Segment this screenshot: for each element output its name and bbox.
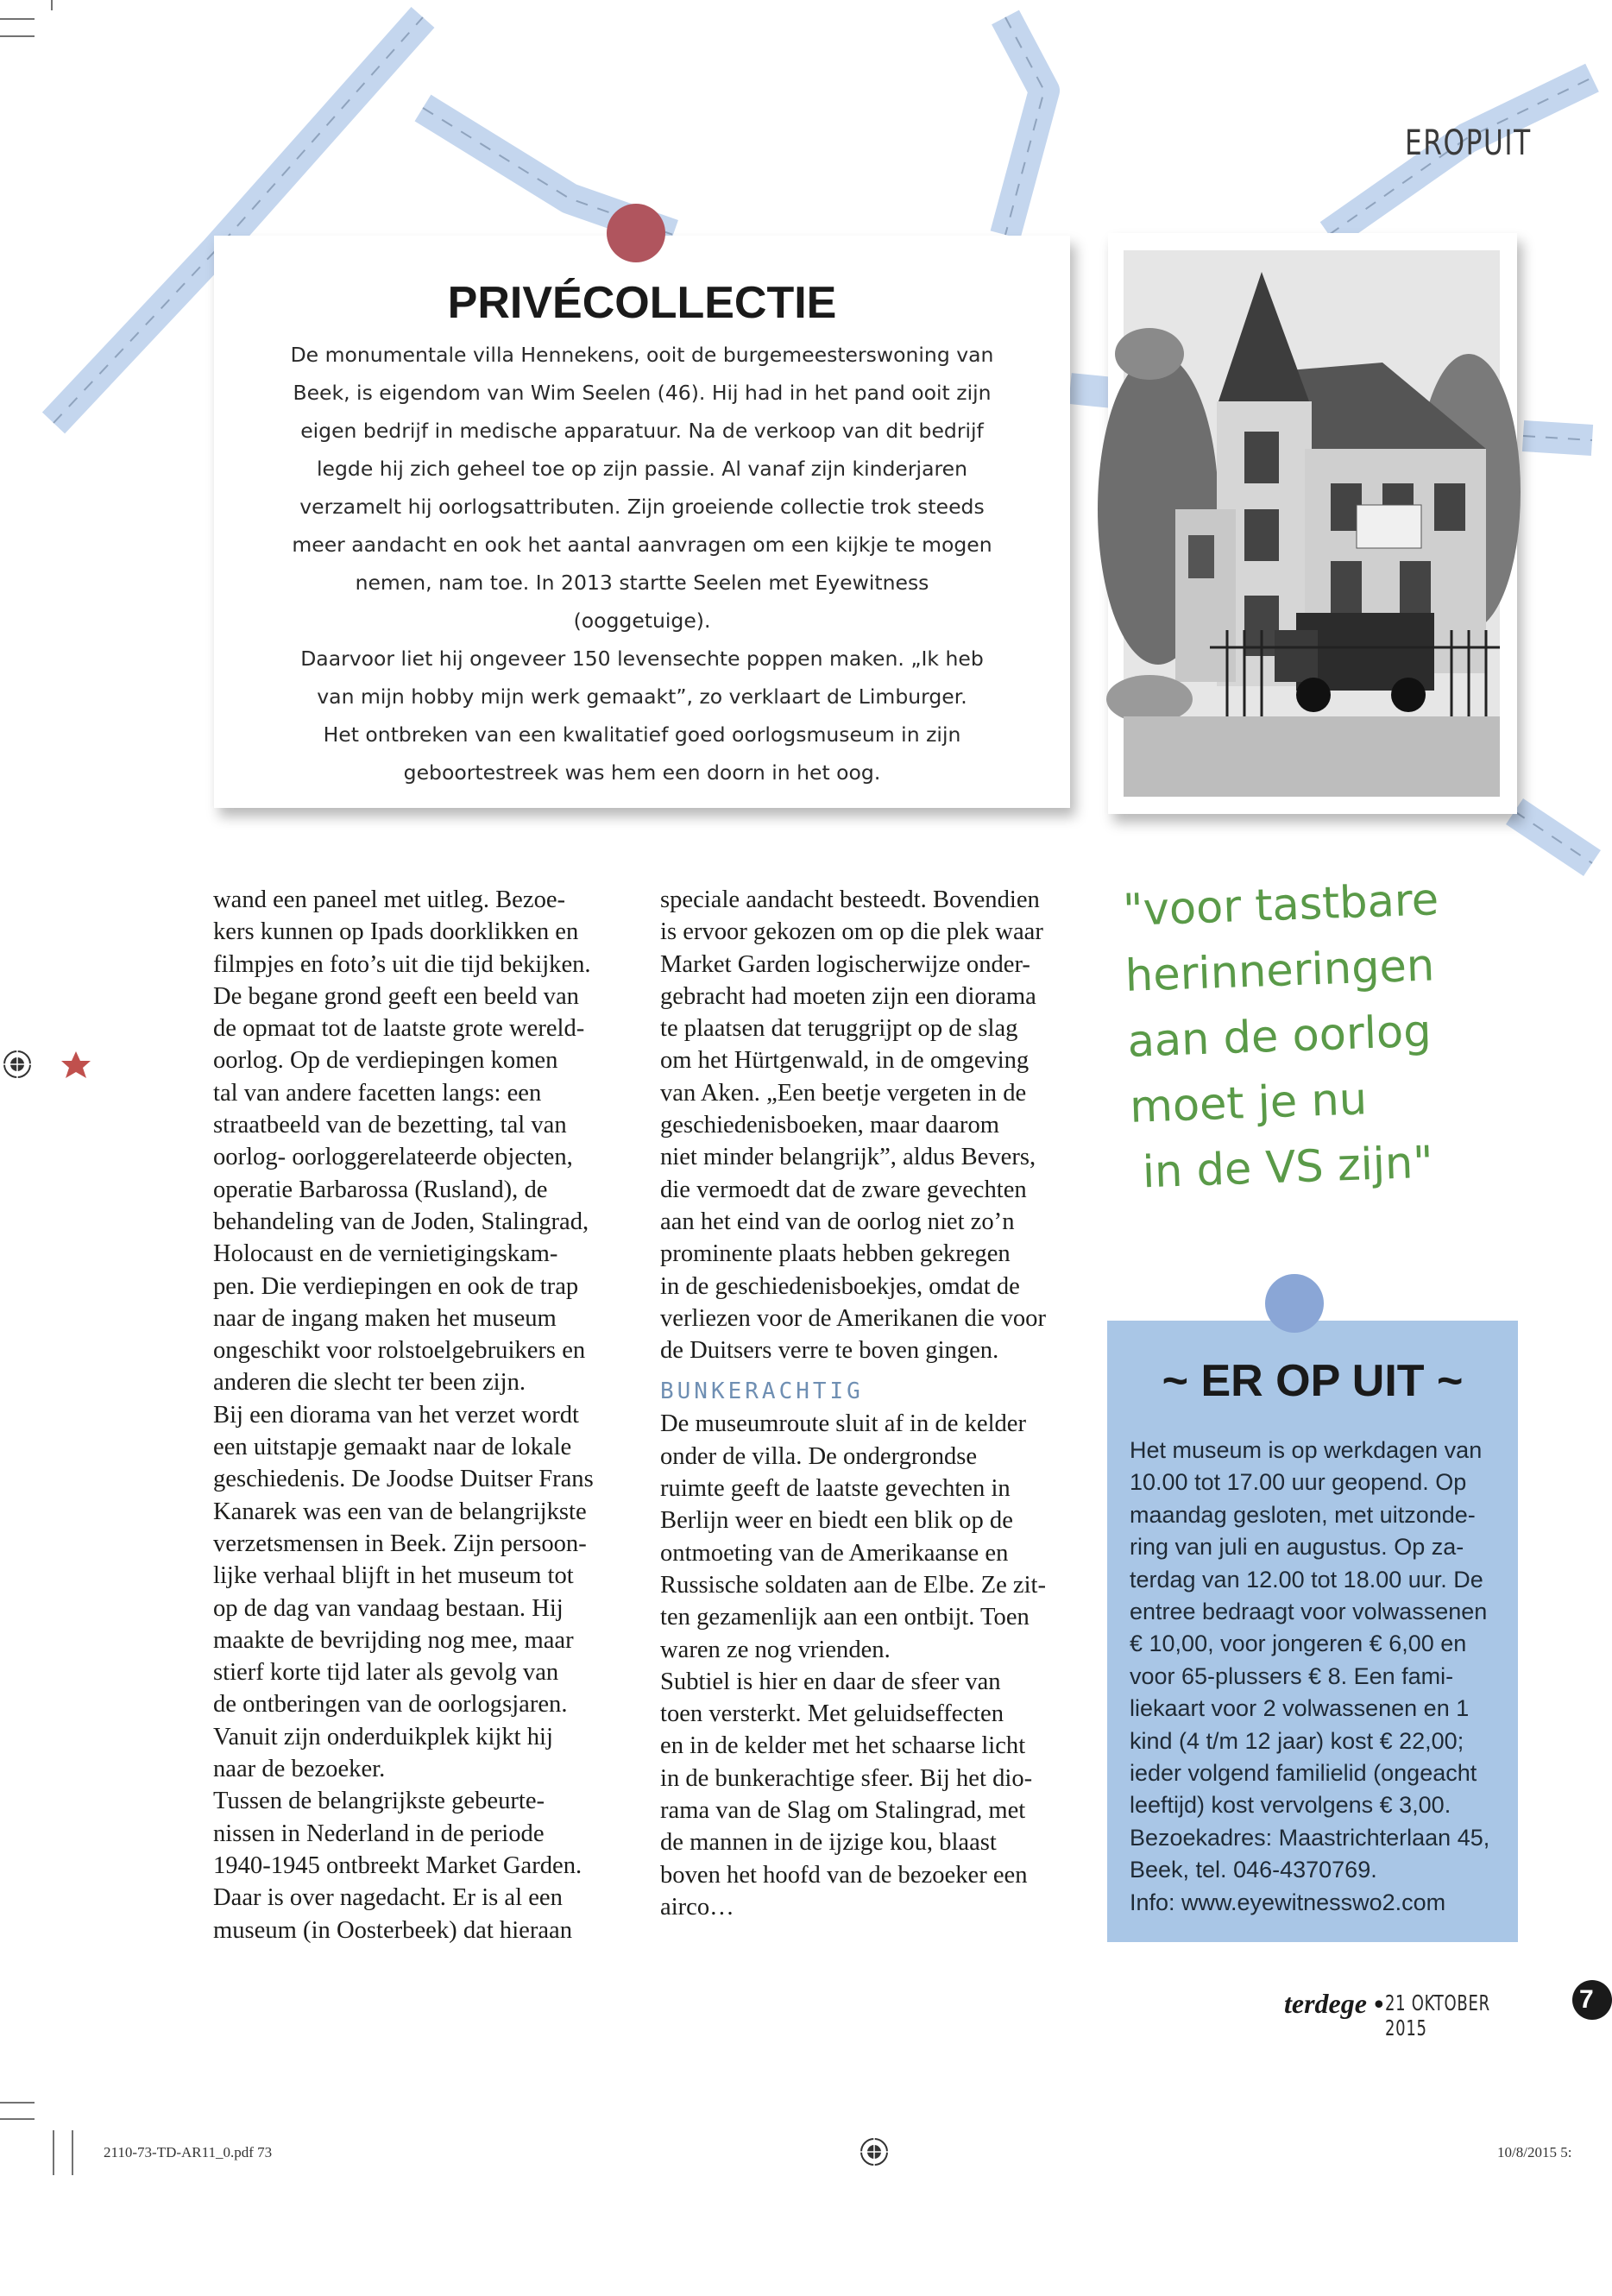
quote-line: moet je nu <box>1129 1074 1369 1133</box>
text-line: straatbeeld van de bezetting, tal van <box>213 1112 567 1139</box>
text-line: Berlijn weer en biedt een blik op de <box>660 1507 1013 1535</box>
quote-line: "voor tastbare <box>1122 874 1440 937</box>
text-line: 1940-1945 ontbreekt Market Garden. <box>213 1851 582 1879</box>
card-line: verzamelt hij oorlogsattributen. Zijn groeiende collectie trok steeds <box>299 495 985 519</box>
text-line: toen versterkt. Met geluidseffecten <box>660 1700 1004 1728</box>
text-line: maakte de bevrijding nog mee, maar <box>213 1626 574 1654</box>
text-line: airco… <box>660 1893 734 1921</box>
text-line: filmpjes en foto’s uit die tijd bekijken. <box>213 950 591 978</box>
text-line: behandeling van de Joden, Stalingrad, <box>213 1208 589 1235</box>
text-line: ontmoeting van de Amerikaanse en <box>660 1539 1009 1567</box>
star-icon <box>61 1051 91 1078</box>
text-line: Holocaust en de vernietigingskam- <box>213 1240 558 1268</box>
text-line: Russische soldaten aan de Elbe. Ze zit- <box>660 1571 1047 1599</box>
text-line: wand een paneel met uitleg. Bezoe- <box>213 886 566 913</box>
quote-line: herinneringen <box>1124 940 1436 1002</box>
info-line: Beek, tel. 046-4370769. <box>1130 1857 1377 1883</box>
text-line: de mannen in de ijzige kou, blaast <box>660 1829 997 1857</box>
card-body <box>287 336 998 792</box>
text-line: De museumroute sluit af in de kelder <box>660 1410 1027 1438</box>
red-pin-icon <box>607 204 665 262</box>
privecollectie-card <box>214 236 1070 808</box>
article-column-2 <box>660 884 1081 1923</box>
card-title: PRIVÉCOLLECTIE <box>447 278 837 328</box>
text-line: de ontberingen van de oorlogsjaren. <box>213 1691 568 1719</box>
text-line: Tussen de belangrijkste gebeurte- <box>213 1788 545 1815</box>
info-box-body <box>1130 1435 1509 1919</box>
text-line: de Duitsers verre te boven gingen. <box>660 1337 999 1365</box>
card-line: van mijn hobby mijn werk gemaakt”, zo verklaart de Limburger. <box>317 684 967 709</box>
text-line: ongeschikt voor rolstoelgebruikers en <box>213 1337 586 1365</box>
card-line: legde hij zich geheel toe op zijn passie. Al vanaf zijn kinderjaren <box>317 457 967 481</box>
subheading-bunkerachtig: BUNKERACHTIG <box>660 1378 864 1405</box>
text-line: anderen die slecht ter been zijn. <box>213 1369 526 1397</box>
text-line: prominente plaats hebben gekregen <box>660 1240 1011 1268</box>
text-line: is ervoor gekozen om op die plek waar <box>660 918 1043 946</box>
text-line: tal van andere facetten langs: een <box>213 1079 542 1107</box>
text-line: speciale aandacht besteedt. Bovendien <box>660 886 1040 913</box>
text-line: kers kunnen op Ipads doorklikken en <box>213 918 579 946</box>
pull-quote <box>1122 865 1539 1207</box>
info-line: kind (4 t/m 12 jaar) kost € 22,00; <box>1130 1727 1464 1754</box>
text-line: geschiedenisboeken, maar daarom <box>660 1112 999 1139</box>
text-line: die vermoedt dat de zware gevechten <box>660 1176 1027 1203</box>
card-line: Daarvoor liet hij ongeveer 150 levensechte poppen maken. „Ik heb <box>300 647 984 671</box>
info-line: entree bedraagt voor volwassenen <box>1130 1599 1488 1625</box>
issue-date: 21 OKTOBER 2015 <box>1385 1990 1490 2041</box>
text-line: Subtiel is hier en daar de sfeer van <box>660 1668 1001 1695</box>
card-line: eigen bedrijf in medische apparatuur. Na de verkoop van dit bedrijf <box>300 419 984 443</box>
text-line: waren ze nog vrienden. <box>660 1636 891 1663</box>
info-line: leeftijd) kost vervolgens € 3,00. <box>1130 1792 1451 1819</box>
info-box-title: ~ ER OP UIT ~ <box>1162 1356 1464 1406</box>
text-line: ruimte geeft de laatste gevechten in <box>660 1475 1011 1503</box>
text-line: lijke verhaal blijft in het museum tot <box>213 1562 574 1590</box>
text-line: verzetsmensen in Beek. Zijn persoon- <box>213 1530 587 1557</box>
magazine-logo <box>1284 1988 1383 2020</box>
text-line: De begane grond geeft een beeld van <box>213 982 579 1010</box>
info-line: maandag gesloten, met uitzonde- <box>1130 1501 1476 1528</box>
text-line: ten gezamenlijk aan een ontbijt. Toen <box>660 1604 1030 1631</box>
text-line: gebracht had moeten zijn een diorama <box>660 982 1036 1010</box>
card-line: geboortestreek was hem een doorn in het oog. <box>403 760 881 785</box>
card-line: Beek, is eigendom van Wim Seelen (46). Hij had in het pand ooit zijn <box>293 381 992 405</box>
info-box <box>1107 1321 1518 1942</box>
text-line: oorlog- oorloggerelateerde objecten, <box>213 1144 573 1171</box>
text-line: van Aken. „Een beetje vergeten in de <box>660 1079 1027 1107</box>
text-line: Market Garden logischerwijze onder- <box>660 950 1030 978</box>
text-line: museum (in Oosterbeek) dat hieraan <box>213 1916 573 1944</box>
info-line: ring van juli en augustus. Op za- <box>1130 1534 1464 1561</box>
text-line: in de geschiedenisboekjes, omdat de <box>660 1272 1020 1300</box>
info-line: € 10,00, voor jongeren € 6,00 en <box>1130 1631 1467 1657</box>
text-line: te plaatsen dat teruggrijpt op de slag <box>660 1015 1018 1043</box>
text-line: op de dag van vandaag bestaan. Hij <box>213 1594 564 1622</box>
print-slug-file: 2110-73-TD-AR11_0.pdf 73 <box>104 2144 273 2160</box>
info-line: ieder volgend familielid (ongeacht <box>1130 1760 1477 1787</box>
text-line: boven het hoofd van de bezoeker een <box>660 1861 1028 1889</box>
text-line: naar de ingang maken het museum <box>213 1304 557 1332</box>
blue-pin-icon <box>1265 1274 1324 1333</box>
photo-frame <box>1108 233 1517 814</box>
text-line: een uitstapje gemaakt naar de lokale <box>213 1434 572 1461</box>
card-line: Het ontbreken van een kwalitatief goed oorlogsmuseum in zijn <box>323 722 961 747</box>
info-line: Bezoekadres: Maastrichterlaan 45, <box>1130 1824 1490 1851</box>
text-line: en in de kelder met het schaarse licht <box>660 1732 1026 1760</box>
text-line: operatie Barbarossa (Rusland), de <box>213 1176 548 1203</box>
text-line: naar de bezoeker. <box>213 1756 386 1783</box>
text-line: Daar is over nagedacht. Er is al een <box>213 1884 563 1912</box>
text-line: stierf korte tijd later als gevolg van <box>213 1659 559 1687</box>
print-slug-datetime: 10/8/2015 5: <box>1497 2144 1572 2160</box>
text-line: Bij een diorama van het verzet wordt <box>213 1401 579 1429</box>
text-line: niet minder belangrijk”, aldus Bevers, <box>660 1144 1036 1171</box>
footer-bullet: • <box>1373 1988 1384 2019</box>
registration-mark-left <box>0 1047 35 1082</box>
card-line: De monumentale villa Hennekens, ooit de burgemeesterswoning van <box>290 343 994 367</box>
text-line: onder de villa. De ondergrondse <box>660 1442 978 1470</box>
info-line: terdag van 12.00 tot 18.00 uur. De <box>1130 1566 1483 1593</box>
card-line: nemen, nam toe. In 2013 startte Seelen met Eyewitness (ooggetuige). <box>355 571 929 633</box>
info-line: liekaart voor 2 volwassenen en 1 <box>1130 1695 1470 1722</box>
text-line: Vanuit zijn onderduikplek kijkt hij <box>213 1723 553 1750</box>
registration-mark-bottom <box>857 2135 891 2169</box>
text-line: de opmaat tot de laatste grote wereld- <box>213 1015 585 1043</box>
text-line: rama van de Slag om Stalingrad, met <box>660 1797 1026 1825</box>
info-line: 10.00 tot 17.00 uur geopend. Op <box>1130 1469 1467 1496</box>
info-line: Info: www.eyewitnesswo2.com <box>1130 1889 1446 1915</box>
text-line: geschiedenis. De Joodse Duitser Frans <box>213 1466 594 1493</box>
text-line: oorlog. Op de verdiepingen komen <box>213 1047 558 1075</box>
info-line: Het museum is op werkdagen van <box>1130 1437 1483 1463</box>
text-line: verliezen voor de Amerikanen die voor <box>660 1304 1047 1332</box>
quote-line: in de VS zijn" <box>1141 1137 1434 1199</box>
card-line: meer aandacht en ook het aantal aanvragen om een kijkje te mogen <box>292 533 992 557</box>
quote-line: aan de oorlog <box>1126 1006 1433 1068</box>
magazine-name: terdege <box>1284 1988 1367 2019</box>
text-line: om het Hürtgenwald, in de omgeving <box>660 1047 1030 1075</box>
text-line: Kanarek was een van de belangrijkste <box>213 1498 587 1525</box>
info-line: voor 65-plussers € 8. Een fami- <box>1130 1662 1454 1689</box>
section-label: EROPUIT <box>1405 123 1532 163</box>
text-line: in de bunkerachtige sfeer. Bij het dio- <box>660 1764 1033 1792</box>
text-line: aan het eind van de oorlog niet zo’n <box>660 1208 1015 1235</box>
text-line: nissen in Nederland in de periode <box>213 1820 545 1847</box>
text-line: pen. Die verdiepingen en ook de trap <box>213 1272 579 1300</box>
page-number: 7 <box>1572 1980 1612 2020</box>
villa-photo <box>1124 250 1500 797</box>
article-column-1 <box>213 884 634 1946</box>
